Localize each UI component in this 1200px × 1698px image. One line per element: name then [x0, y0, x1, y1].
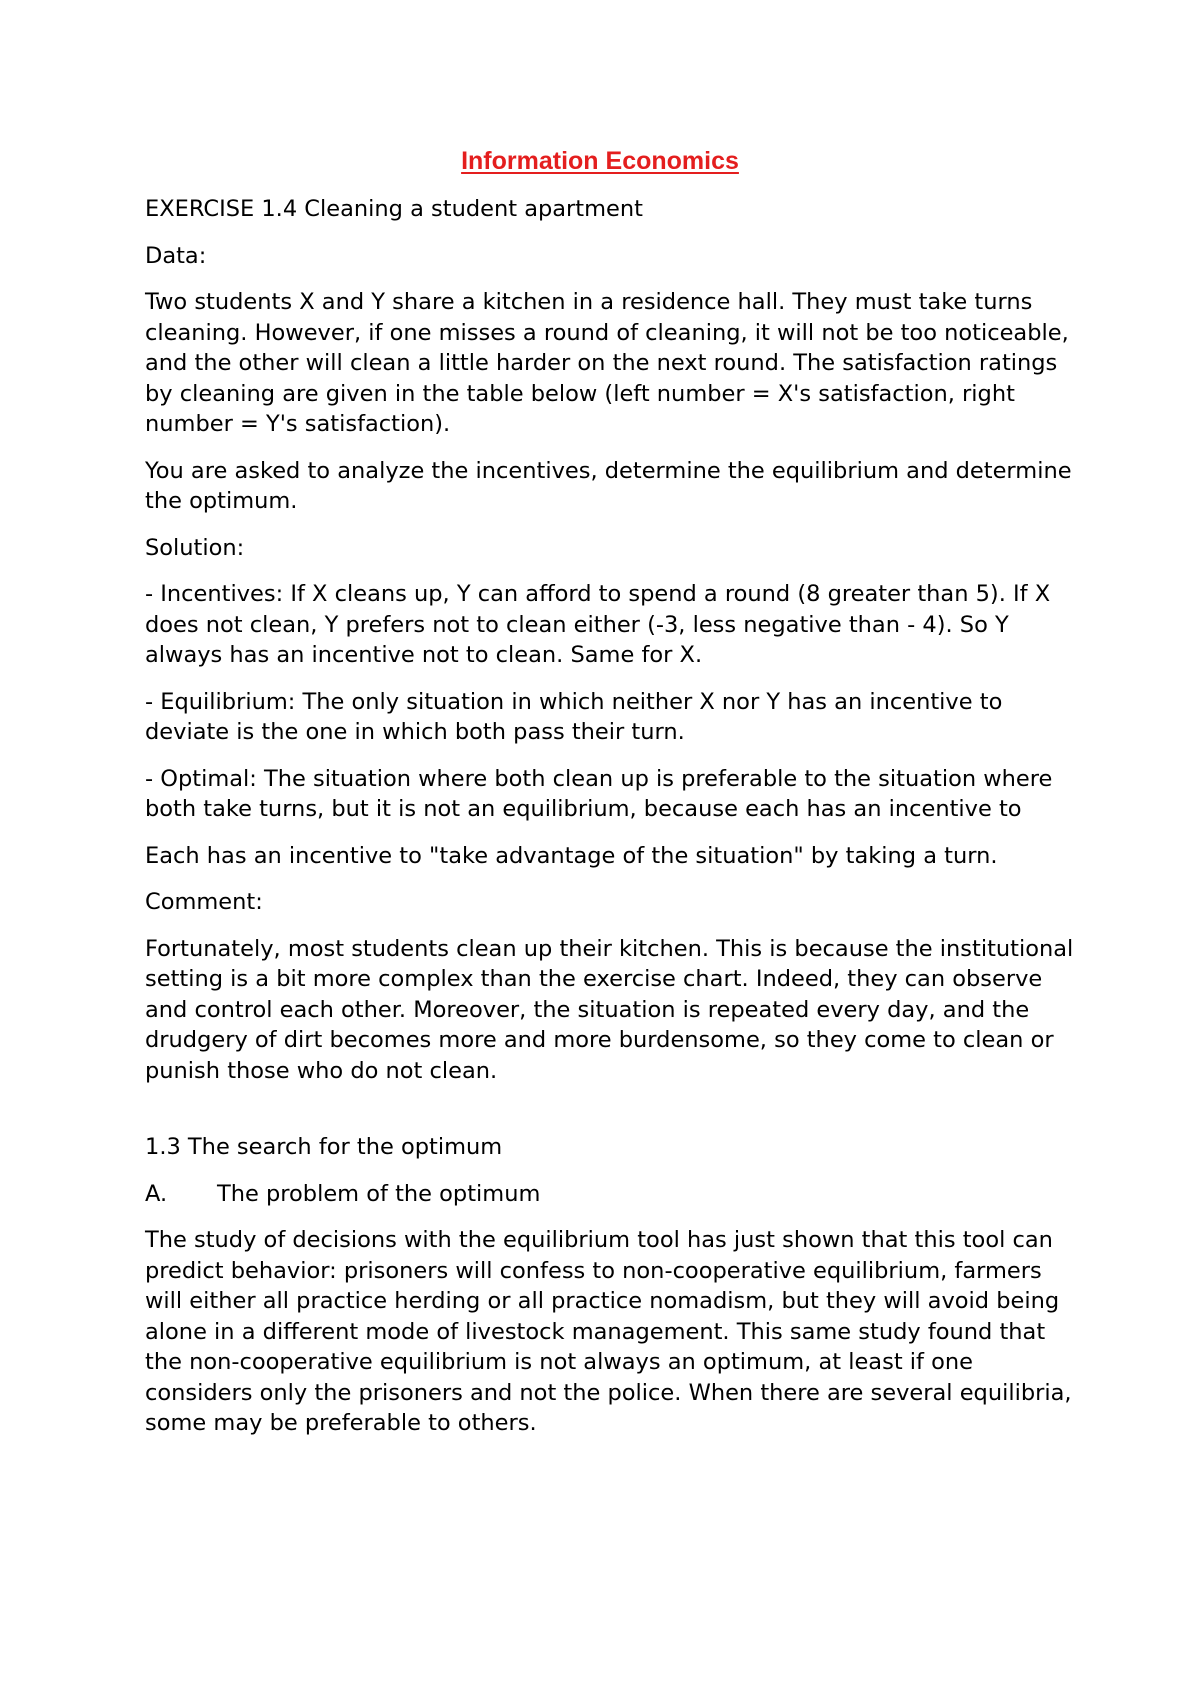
document-title: Information Economics	[461, 147, 739, 175]
task-paragraph: You are asked to analyze the incentives, determine the equilibrium and determine the optimum.	[145, 457, 1072, 514]
subsection-letter: A.	[145, 1180, 168, 1207]
advantage-paragraph: Each has an incentive to "take advantage of the situation" by taking a turn.	[145, 842, 998, 869]
optimal-paragraph: - Optimal: The situation where both clean up is preferable to the situation where both take turns, but it is not an equilibrium, because each has an incentive to	[145, 765, 1053, 822]
solution-label: Solution:	[145, 534, 245, 561]
section-heading: 1.3 The search for the optimum	[145, 1134, 503, 1160]
section-paragraph: The study of decisions with the equilibrium tool has just shown that this tool can predict behavior: prisoners will confess to non-cooperative equilibrium, farmers will either all practice herding or all practice nomadism, but they will avoid being alone in a different mode of livestock management. This same study found that the non-cooperative equilibrium is not always an optimum, at least if one considers only the prisoners and not the police. When there are several equilibria, some may be preferable to others.	[145, 1227, 1072, 1436]
spacer	[145, 1102, 1075, 1132]
comment-paragraph: Fortunately, most students clean up their kitchen. This is because the institutional setting is a bit more complex than the exercise chart. Indeed, they can observe and control each other. Moreover, the situation is repeated every day, and the drudgery of dirt becomes more and more burdensome, so they come to clean or punish those who do not clean.	[145, 935, 1074, 1084]
data-label: Data:	[145, 242, 207, 269]
subsection-heading	[145, 1179, 1075, 1210]
subsection-title: The problem of the optimum	[217, 1180, 541, 1207]
incentives-paragraph: - Incentives: If X cleans up, Y can afford to spend a round (8 greater than 5). If X does not clean, Y prefers not to clean either (-3, less negative than - 4). So Y always has an incentive not to clean. Same for X.	[145, 581, 1051, 668]
exercise-heading: EXERCISE 1.4 Cleaning a student apartment	[145, 196, 643, 222]
data-paragraph: Two students X and Y share a kitchen in a residence hall. They must take turns cleaning. However, if one misses a round of cleaning, it will not be too noticeable, and the other will clean a little harder on the next round. The satisfaction ratings by cleaning are given in the table below (left number = X's satisfaction, right number = Y's satisfaction).	[145, 289, 1069, 437]
comment-label: Comment:	[145, 889, 263, 915]
document-body	[145, 194, 1075, 1455]
equilibrium-paragraph: - Equilibrium: The only situation in which neither X nor Y has an incentive to deviate is the one in which both pass their turn.	[145, 688, 1003, 745]
